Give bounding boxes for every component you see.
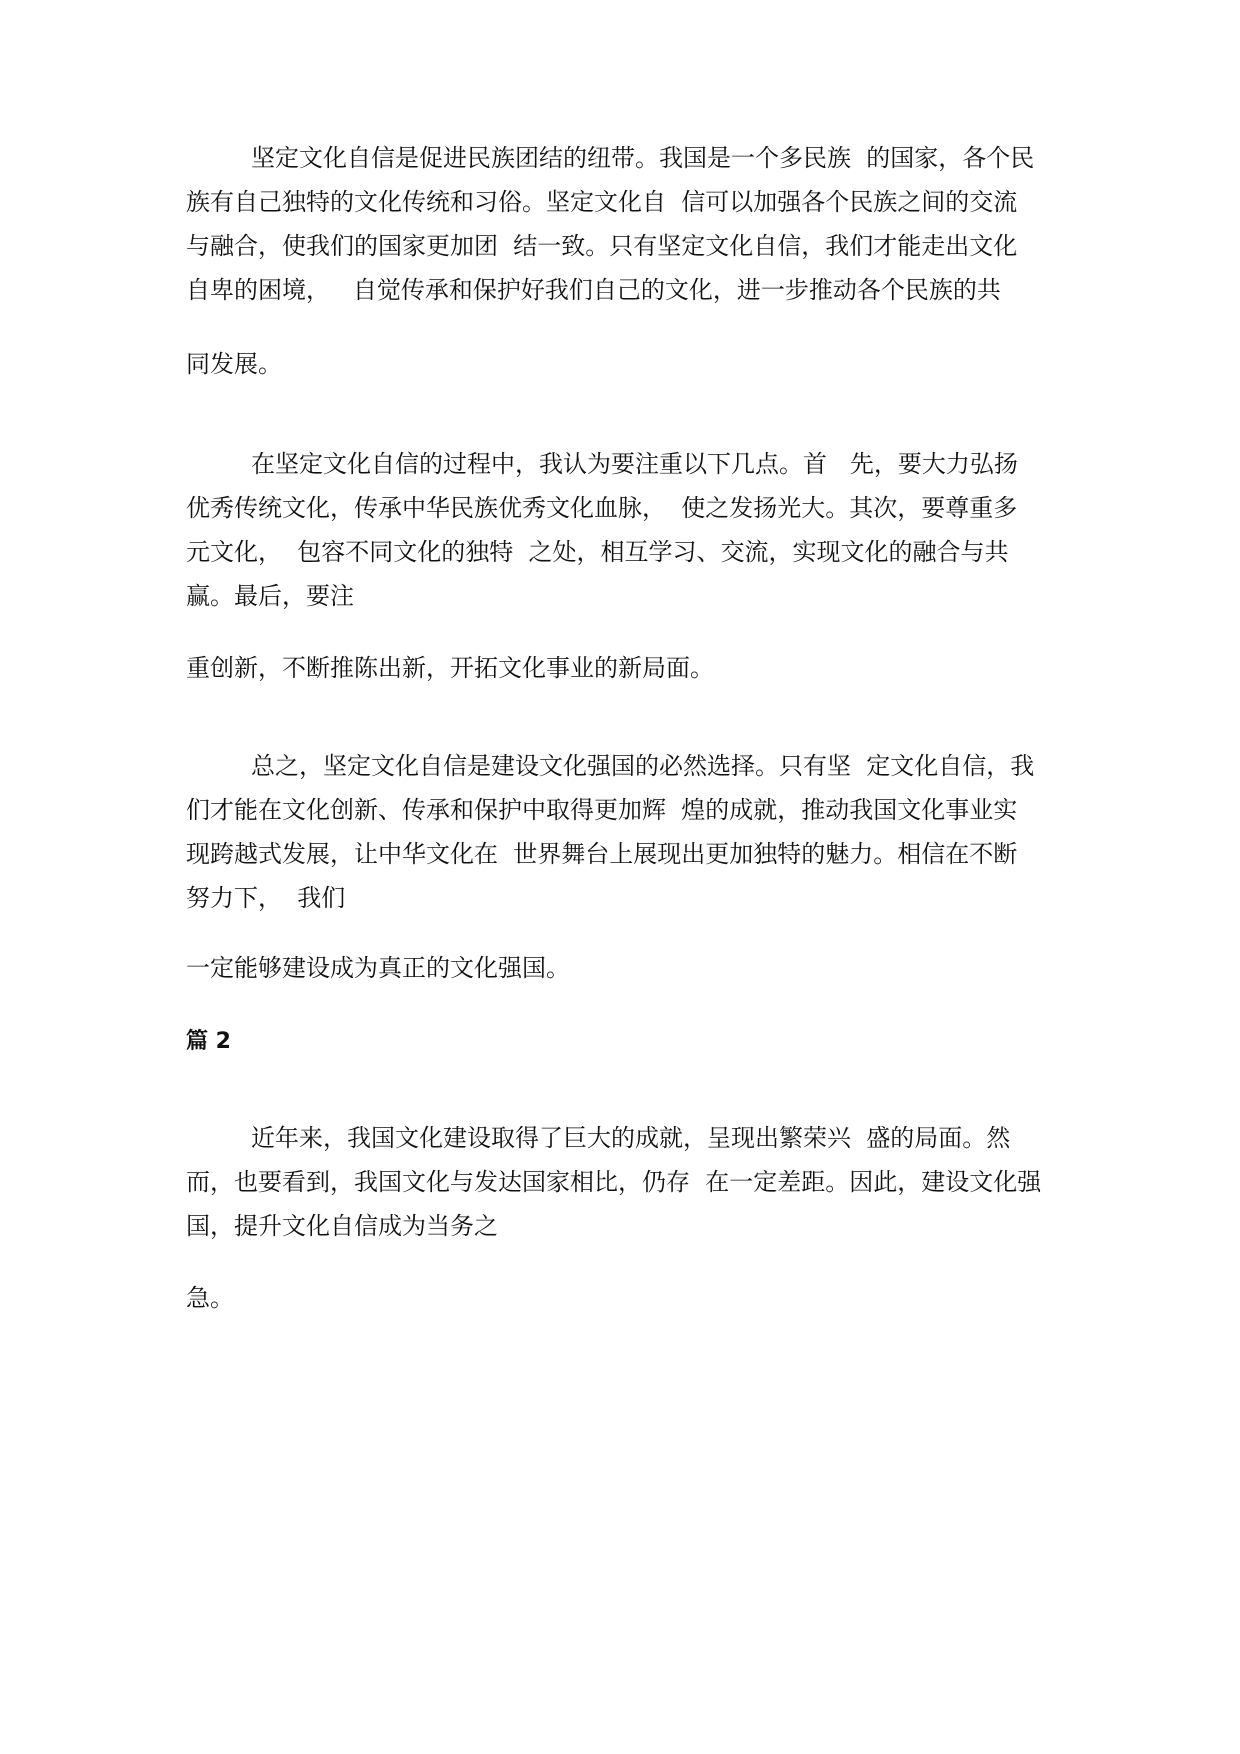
paragraph-line: 们才能在文化创新、传承和保护中取得更加辉 煌的成就，推动我国文化事业实 — [186, 796, 1018, 824]
paragraph-line: 近年来，我国文化建设取得了巨大的成就，呈现出繁荣兴 盛的局面。然 — [251, 1124, 1011, 1152]
paragraph-line: 赢。最后，要注 — [186, 582, 354, 610]
paragraph-line: 与融合，使我们的国家更加团 结一致。只有坚定文化自信，我们才能走出文化 — [186, 232, 1018, 260]
paragraph-line: 坚定文化自信是促进民族团结的纽带。我国是一个多民族 的国家，各个民 — [251, 144, 1035, 172]
paragraph-line: 重创新，不断推陈出新，开拓文化事业的新局面。 — [186, 654, 714, 682]
paragraph-line: 国，提升文化自信成为当务之 — [186, 1212, 498, 1240]
paragraph-line: 在坚定文化自信的过程中，我认为要注重以下几点。首 先，要大力弘扬 — [251, 450, 1018, 478]
paragraph-line: 努力下， 我们 — [186, 884, 346, 912]
paragraph-line: 而，也要看到，我国文化与发达国家相比，仍存 在一定差距。因此，建设文化强 — [186, 1168, 1042, 1196]
paragraph-line: 现跨越式发展，让中华文化在 世界舞台上展现出更加独特的魅力。相信在不断 — [186, 840, 1018, 868]
section-heading: 篇 2 — [186, 1029, 231, 1054]
paragraph-line: 自卑的困境， 自觉传承和保护好我们自己的文化，进一步推动各个民族的共 — [186, 276, 1001, 304]
paragraph-line: 总之，坚定文化自信是建设文化强国的必然选择。只有坚 定文化自信，我 — [251, 752, 1035, 780]
paragraph-line: 优秀传统文化，传承中华民族优秀文化血脉， 使之发扬光大。其次，要尊重多 — [186, 494, 1018, 522]
paragraph-line: 同发展。 — [186, 350, 282, 378]
paragraph-line: 一定能够建设成为真正的文化强国。 — [186, 954, 570, 982]
paragraph-line: 族有自己独特的文化传统和习俗。坚定文化自 信可以加强各个民族之间的交流 — [186, 188, 1018, 216]
paragraph-line: 急。 — [186, 1284, 234, 1312]
paragraph-line: 元文化， 包容不同文化的独特 之处，相互学习、交流，实现文化的融合与共 — [186, 538, 1009, 566]
